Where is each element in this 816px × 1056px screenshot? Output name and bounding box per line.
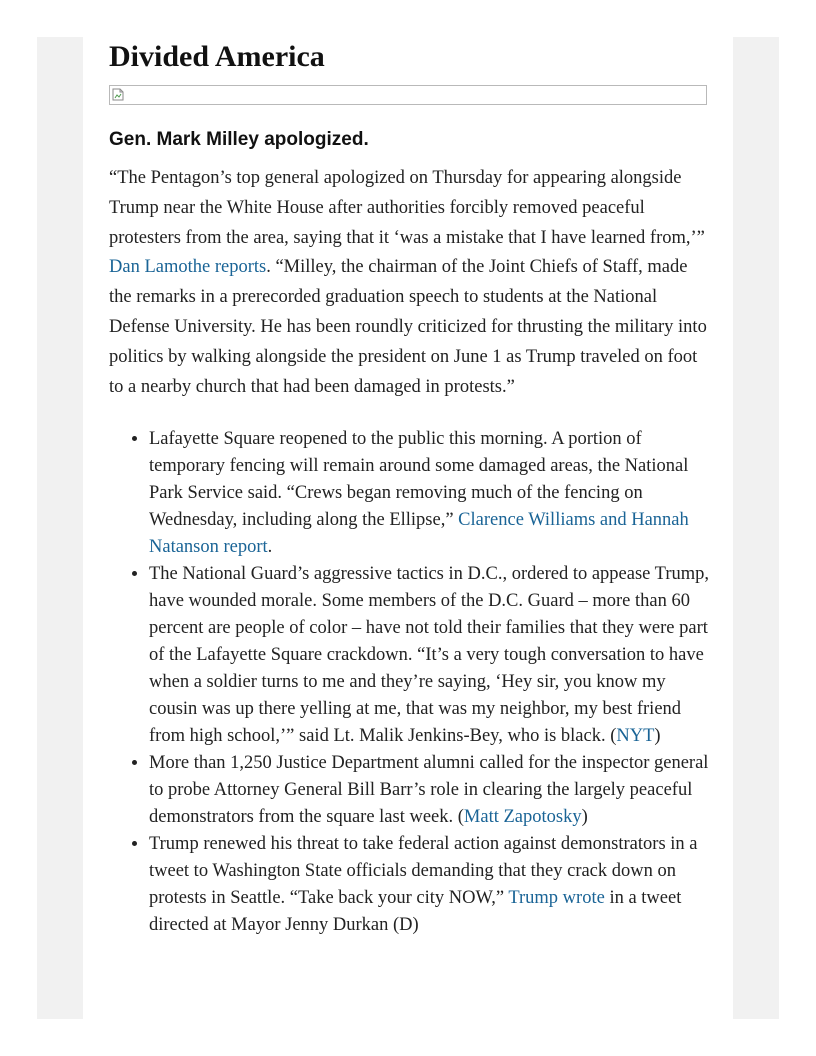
left-margin-panel bbox=[37, 37, 83, 1019]
list-item bbox=[149, 750, 709, 831]
section-title: Divided America bbox=[109, 40, 325, 73]
bullet-text: More than 1,250 Justice Department alumni called for the inspector general to probe Attorney General Bill Barr’s role in clearing the largely peaceful demonstrators from the square last week. ( bbox=[149, 753, 709, 828]
trump-tweet-link[interactable]: Trump wrote bbox=[508, 888, 605, 909]
zapotosky-link[interactable]: Matt Zapotosky bbox=[463, 807, 582, 828]
bullet-list bbox=[109, 426, 709, 939]
williams-natanson-link[interactable]: Clarence Williams and Hannah Natanson report bbox=[149, 510, 689, 558]
article-content bbox=[109, 37, 709, 939]
broken-image bbox=[109, 85, 707, 105]
list-item bbox=[149, 426, 709, 561]
bullet-text-end: ) bbox=[581, 807, 588, 828]
lamothe-link[interactable]: Dan Lamothe reports bbox=[109, 257, 267, 278]
lead-paragraph bbox=[109, 164, 709, 402]
list-item bbox=[149, 561, 709, 750]
right-margin-panel bbox=[733, 37, 779, 1019]
bullet-text: Lafayette Square reopened to the public this morning. A portion of temporary fencing will remain around some damaged areas, the National Park Service said. “Crews began removing much of the fencing on Wednesday, including along the Ellipse,” bbox=[149, 429, 689, 531]
bullet-text-end: in a tweet directed at Mayor Jenny Durkan (D) bbox=[149, 888, 682, 936]
lead-text-2: . “Milley, the chairman of the Joint Chiefs of Staff, made the remarks in a prerecorded graduation speech to students at the National Defense University. He has been roundly criticized for thrusting the military into politics by walking alongside the president on June 1 as Trump traveled on foot to a nearby church that had been damaged in protests.” bbox=[109, 257, 707, 397]
subheading: Gen. Mark Milley apologized. bbox=[109, 129, 369, 150]
list-item bbox=[149, 831, 709, 939]
bullet-text: Trump renewed his threat to take federal action against demonstrators in a tweet to Washington State officials demanding that they crack down on protests in Seattle. “Take back your city NOW,” bbox=[149, 834, 698, 909]
bullet-text-end: ) bbox=[654, 726, 661, 747]
nyt-link[interactable]: NYT bbox=[616, 726, 655, 747]
broken-image-icon bbox=[112, 88, 124, 101]
lead-text-1: “The Pentagon’s top general apologized on Thursday for appearing alongside Trump near the White House after authorities forcibly removed peaceful protesters from the area, saying that it ‘was a mistake that I have learned from,’” bbox=[109, 168, 705, 248]
bullet-text: The National Guard’s aggressive tactics in D.C., ordered to appease Trump, have wounded morale. Some members of the D.C. Guard – more than 60 percent are people of color – have not told their families that they were part of the Lafayette Square crackdown. “It’s a very tough conversation to have when a soldier turns to me and they’re saying, ‘Hey sir, you know my cousin was up there yelling at me, that was my neighbor, my best friend from high school,’” said Lt. Malik Jenkins-Bey, who is black. ( bbox=[149, 564, 710, 747]
bullet-text-end: . bbox=[267, 537, 273, 558]
